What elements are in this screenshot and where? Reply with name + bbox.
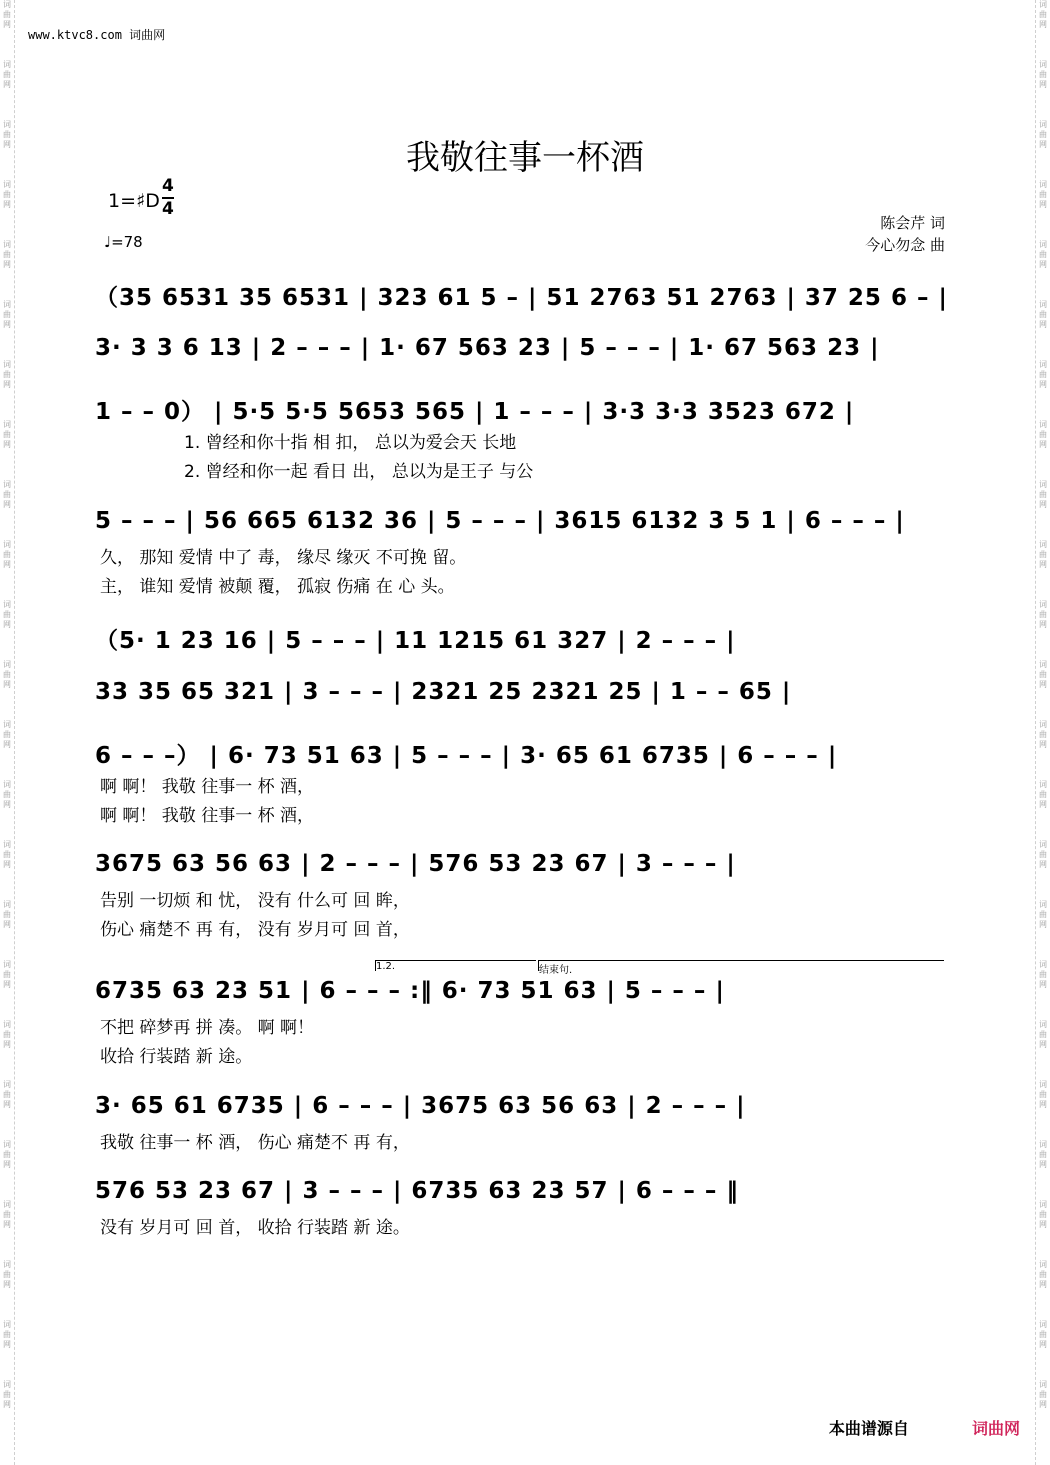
watermark-text: 词 曲 网: [3, 540, 11, 569]
lyric-line: 啊 啊！ 我敬 往事一 杯 酒，: [100, 777, 315, 797]
watermark-text: 词 曲 网: [1039, 120, 1047, 149]
notation-row: 6 – – –） | 6· 73 51 63 | 5 – – – | 3· 65 61 6735 | 6 – – – |: [95, 743, 838, 769]
site-header[interactable]: www.ktvc8.com 词曲网: [28, 28, 166, 42]
watermark-text: 词 曲 网: [1039, 600, 1047, 629]
lyric-line: 收拾 行装踏 新 途。: [100, 1047, 253, 1067]
watermark-text: 词 曲 网: [3, 1380, 11, 1409]
right-watermark-strip: [1035, 0, 1050, 1465]
watermark-text: 词 曲 网: [3, 1320, 11, 1349]
watermark-text: 词 曲 网: [3, 840, 11, 869]
lyric-line: 没有 岁月可 回 首， 收拾 行装踏 新 途。: [100, 1218, 410, 1238]
lyric-line: 主， 谁知 爱情 被颠 覆， 孤寂 伤痛 在 心 头。: [100, 577, 455, 597]
watermark-text: 词 曲 网: [1039, 1380, 1047, 1409]
notation-row: 3675 63 56 63 | 2 – – – | 576 53 23 67 | 3 – – – |: [95, 851, 736, 877]
watermark-text: 词 曲 网: [1039, 780, 1047, 809]
watermark-text: 词 曲 网: [3, 420, 11, 449]
lyric-line: 啊 啊！ 我敬 往事一 杯 酒，: [100, 806, 315, 826]
tempo-marking: ♩=78: [104, 233, 143, 251]
notation-row: （35 6531 35 6531 | 323 61 5 – | 51 2763 51 2763 | 37 25 6 – |: [95, 285, 948, 311]
lyric-line: 2. 曾经和你一起 看日 出， 总以为是王子 与公: [184, 462, 534, 482]
notation-row: 3· 3 3 6 13 | 2 – – – | 1· 67 563 23 | 5 – – – | 1· 67 563 23 |: [95, 335, 880, 361]
watermark-text: 词 曲 网: [1039, 300, 1047, 329]
watermark-text: 词 曲 网: [1039, 60, 1047, 89]
watermark-text: 词 曲 网: [3, 1080, 11, 1109]
watermark-text: 词 曲 网: [1039, 240, 1047, 269]
lyric-line: 告别 一切烦 和 忧， 没有 什么可 回 眸，: [100, 891, 410, 911]
time-sig-bottom: 4: [162, 199, 174, 219]
notation-row: 576 53 23 67 | 3 – – – | 6735 63 23 57 | 6 – – – ‖: [95, 1178, 739, 1204]
volta-ending: 结束句.: [538, 960, 944, 971]
watermark-text: 词 曲 网: [3, 1020, 11, 1049]
credits: [865, 212, 945, 256]
watermark-text: 词 曲 网: [1039, 0, 1047, 29]
watermark-text: 词 曲 网: [1039, 1080, 1047, 1109]
watermark-text: 词 曲 网: [1039, 660, 1047, 689]
watermark-text: 词 曲 网: [3, 720, 11, 749]
left-watermark-strip: [0, 0, 15, 1465]
lyric-line: 1. 曾经和你十指 相 扣， 总以为爱会天 长地: [184, 433, 517, 453]
watermark-text: 词 曲 网: [3, 1260, 11, 1289]
notation-row: （5· 1 23 16 | 5 – – – | 11 1215 61 327 | 2 – – – |: [95, 628, 736, 654]
watermark-text: 词 曲 网: [1039, 180, 1047, 209]
watermark-text: 词 曲 网: [3, 240, 11, 269]
watermark-text: 词 曲 网: [3, 300, 11, 329]
watermark-text: 词 曲 网: [1039, 1020, 1047, 1049]
watermark-text: 词 曲 网: [3, 120, 11, 149]
watermark-text: 词 曲 网: [1039, 900, 1047, 929]
footer-source-label: 本曲谱源自: [828, 1419, 909, 1438]
watermark-text: 词 曲 网: [3, 360, 11, 389]
notation-row: 1 – – 0） | 5·5 5·5 5653 565 | 1 – – – | 3·3 3·3 3523 672 |: [95, 399, 855, 425]
watermark-text: 词 曲 网: [3, 780, 11, 809]
watermark-text: 词 曲 网: [3, 480, 11, 509]
song-title: 我敬往事一杯酒: [406, 138, 644, 178]
watermark-text: 词 曲 网: [1039, 1260, 1047, 1289]
watermark-text: 词 曲 网: [1039, 720, 1047, 749]
lyricist-credit: 陈会芹 词: [880, 214, 945, 232]
watermark-text: 词 曲 网: [1039, 540, 1047, 569]
watermark-text: 词 曲 网: [3, 180, 11, 209]
watermark-text: 词 曲 网: [1039, 480, 1047, 509]
time-sig-top: 4: [162, 176, 174, 196]
watermark-text: 词 曲 网: [1039, 420, 1047, 449]
watermark-text: 词 曲 网: [3, 900, 11, 929]
lyric-line: 伤心 痛楚不 再 有， 没有 岁月可 回 首，: [100, 920, 410, 940]
watermark-text: 词 曲 网: [1039, 840, 1047, 869]
notation-row: 6735 63 23 51 | 6 – – – :‖ 6· 73 51 63 | 5 – – – |: [95, 978, 725, 1004]
lyric-line: 不把 碎梦再 拼 凑。 啊 啊！: [100, 1018, 315, 1038]
watermark-text: 词 曲 网: [3, 660, 11, 689]
footer-site-link[interactable]: 词曲网: [971, 1419, 1020, 1438]
watermark-text: 词 曲 网: [1039, 1200, 1047, 1229]
watermark-text: 词 曲 网: [3, 60, 11, 89]
lyric-line: 我敬 往事一 杯 酒， 伤心 痛楚不 再 有，: [100, 1133, 410, 1153]
lyric-line: 久， 那知 爱情 中了 毒， 缘尽 缘灭 不可挽 留。: [100, 548, 467, 568]
watermark-text: 词 曲 网: [3, 600, 11, 629]
footer: [829, 1416, 1020, 1439]
watermark-text: 词 曲 网: [1039, 360, 1047, 389]
watermark-text: 词 曲 网: [3, 960, 11, 989]
notation-row: 3· 65 61 6735 | 6 – – – | 3675 63 56 63 | 2 – – – |: [95, 1093, 746, 1119]
volta-first-ending: 1.2.: [375, 960, 536, 971]
watermark-text: 词 曲 网: [1039, 1140, 1047, 1169]
watermark-text: 词 曲 网: [3, 1140, 11, 1169]
composer-credit: 今心勿念 曲: [865, 236, 945, 254]
watermark-text: 词 曲 网: [1039, 960, 1047, 989]
watermark-text: 词 曲 网: [1039, 1320, 1047, 1349]
watermark-text: 词 曲 网: [3, 1200, 11, 1229]
key-signature: 1=♯D: [108, 190, 160, 212]
notation-row: 33 35 65 321 | 3 – – – | 2321 25 2321 25 | 1 – – 65 |: [95, 679, 792, 705]
notation-row: 5 – – – | 56 665 6132 36 | 5 – – – | 3615 6132 3 5 1 | 6 – – – |: [95, 508, 905, 534]
watermark-text: 词 曲 网: [3, 0, 11, 29]
time-signature: [162, 178, 174, 218]
